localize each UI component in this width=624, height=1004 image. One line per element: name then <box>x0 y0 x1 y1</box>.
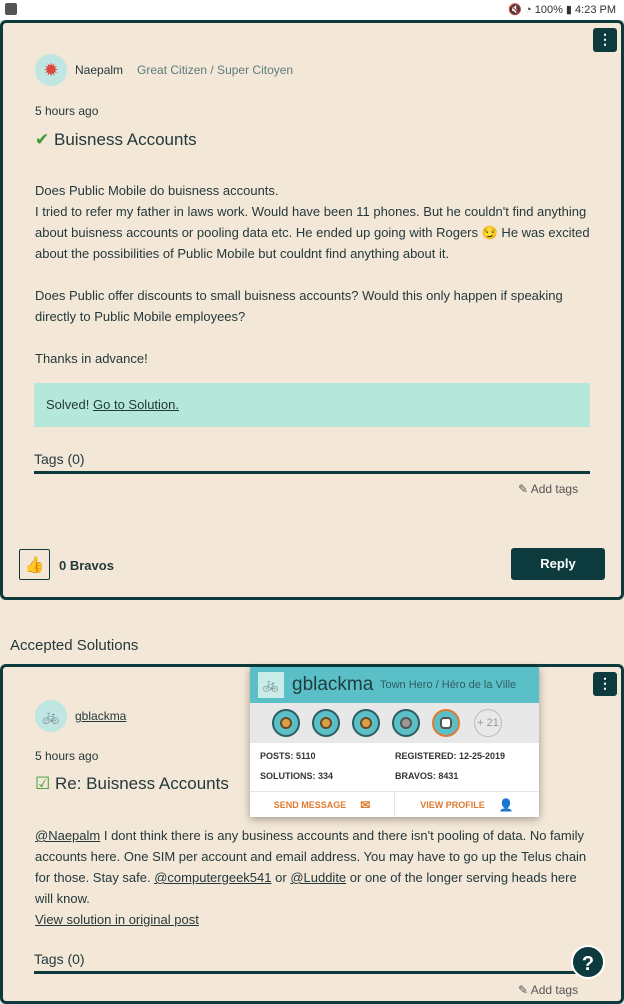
bicycle-icon: 🚲 <box>42 707 60 724</box>
add-tags-label: Add tags <box>530 482 579 496</box>
tags-heading: Tags (0) <box>34 451 590 474</box>
mention-link[interactable]: @Naepalm <box>35 828 101 843</box>
body-paragraph: I tried to refer my father in laws work. Would have been 11 phones. But he couldn't find anything about buisness accounts or pooling data etc. He ended up going with Rogers 😏 He was excited about the possibilities of Public Mobile but couldnt find anything about it. <box>35 204 590 261</box>
view-profile-button[interactable] <box>395 791 539 817</box>
avatar[interactable] <box>35 700 67 732</box>
hovercard-name[interactable]: gblackma <box>292 674 374 695</box>
mention-link[interactable]: @Luddite <box>290 870 347 885</box>
gold-medal-badge-icon[interactable] <box>272 709 300 737</box>
post-title <box>35 130 197 150</box>
add-tags-button[interactable] <box>518 983 578 997</box>
post-body <box>35 180 595 369</box>
hovercard-rank: Town Hero / Héro de la Ville <box>380 679 517 691</box>
tags-heading: Tags (0) <box>34 951 590 974</box>
status-right: 🔇 ◔ 100% ▮ 4:23 PM <box>508 4 616 16</box>
author-name[interactable]: gblackma <box>75 709 127 723</box>
author-rank: Great Citizen / Super Citoyen <box>137 63 294 77</box>
more-badges-button[interactable]: + 21 <box>474 709 502 737</box>
bravo-button[interactable] <box>19 549 50 580</box>
pencil-icon: ✎ <box>518 482 529 496</box>
hovercard-header <box>250 667 539 703</box>
solved-banner <box>34 383 590 427</box>
solution-body <box>35 825 595 930</box>
maple-leaf-icon: ✹ <box>43 59 59 80</box>
status-bar <box>0 0 624 20</box>
solution-time: 5 hours ago <box>35 749 99 763</box>
solution-title <box>35 774 229 794</box>
registered-stat: REGISTERED: 12-25-2019 <box>395 751 506 761</box>
person-icon: 👤 <box>498 797 514 812</box>
author-name[interactable]: Naepalm <box>75 63 124 77</box>
user-hovercard <box>250 667 539 817</box>
bravo-count: 0 Bravos <box>59 558 114 573</box>
check-icon: ✔ <box>35 130 50 149</box>
checkbox-check-icon: ☑ <box>35 774 51 793</box>
clock: 4:23 PM <box>575 4 616 16</box>
envelope-icon: ✉ <box>360 797 371 812</box>
send-message-button[interactable] <box>250 791 395 817</box>
battery-level: 100% <box>534 4 563 16</box>
body-line: Does Public Mobile do buisness accounts. <box>35 183 279 198</box>
pencil-icon: ✎ <box>518 983 529 997</box>
solved-label: Solved! <box>46 397 90 412</box>
body-text: or <box>271 870 291 885</box>
go-to-solution-link[interactable]: Go to Solution. <box>93 397 179 412</box>
view-solution-link[interactable]: View solution in original post <box>35 912 199 927</box>
post-menu-button[interactable]: ⋮ <box>593 28 617 52</box>
bravos-stat: BRAVOS: 8431 <box>395 771 459 781</box>
accepted-solutions-heading: Accepted Solutions <box>10 637 139 654</box>
avatar[interactable] <box>35 54 67 86</box>
add-tags-label: Add tags <box>530 983 579 997</box>
body-text: I dont think there is any business accounts and there isn't pooling of data. No family accounts here. One SIM per account and email address. You may have to go up the Telus chain for those. Stay safe. <box>35 828 587 885</box>
posts-stat: POSTS: 5110 <box>260 751 316 761</box>
body-text: or one of the longer serving heads here will know. <box>35 870 577 906</box>
post-time: 5 hours ago <box>35 104 99 118</box>
silver-medal-badge-icon[interactable] <box>392 709 420 737</box>
help-button[interactable] <box>571 945 605 979</box>
add-tags-button[interactable] <box>518 482 578 496</box>
speech-bubble-badge-icon[interactable] <box>432 709 460 737</box>
post-card <box>0 20 624 600</box>
gold-medal-badge-icon[interactable] <box>312 709 340 737</box>
thumbs-up-icon: 👍 <box>24 556 45 574</box>
solution-title-text: Re: Buisness Accounts <box>54 774 229 793</box>
body-paragraph: Does Public offer discounts to small buisness accounts? Would this only happen if speaking directly to Public Mobile employees? <box>35 288 563 324</box>
gold-medal-badge-icon[interactable] <box>352 709 380 737</box>
app-notification-icon <box>5 3 17 15</box>
bicycle-icon: 🚲 <box>258 672 284 698</box>
solution-menu-button[interactable]: ⋮ <box>593 672 617 696</box>
post-title-text: Buisness Accounts <box>53 130 197 149</box>
question-icon: ? <box>581 953 595 975</box>
solutions-stat: SOLUTIONS: 334 <box>260 771 334 781</box>
mention-link[interactable]: @computergeek541 <box>154 870 272 885</box>
send-message-label: SEND MESSAGE <box>273 799 347 810</box>
body-paragraph: Thanks in advance! <box>35 351 148 366</box>
view-profile-label: VIEW PROFILE <box>420 799 485 810</box>
badges-row <box>250 703 539 743</box>
reply-button[interactable]: Reply <box>511 548 605 580</box>
